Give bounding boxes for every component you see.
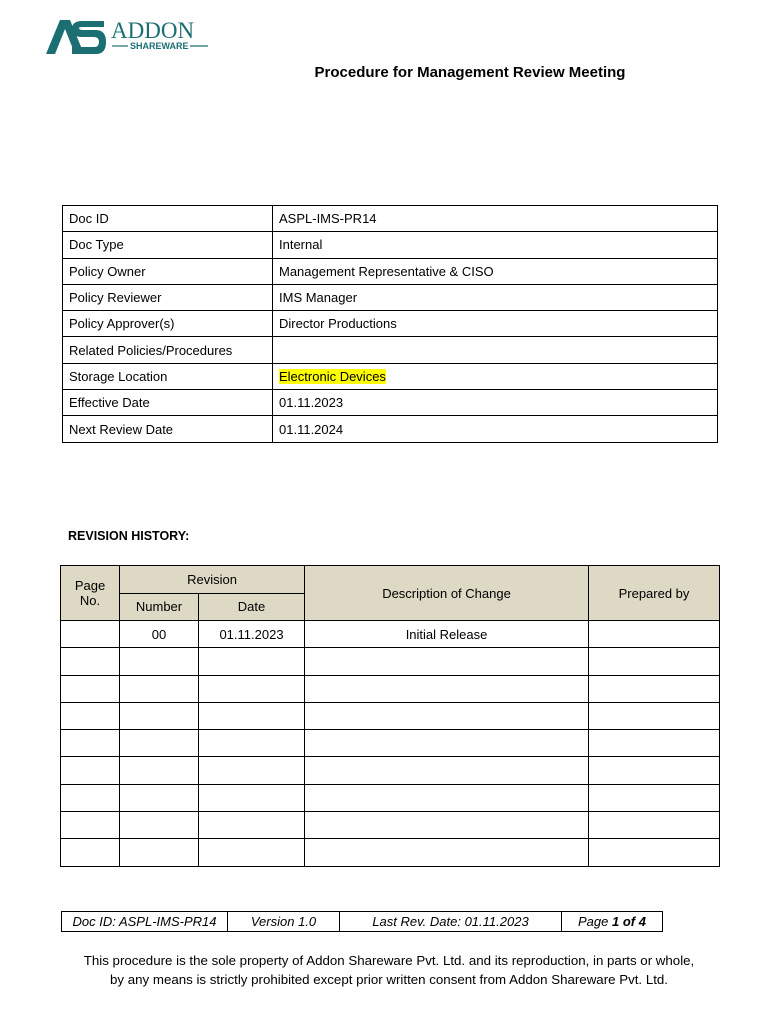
revision-row <box>61 839 720 866</box>
revision-cell-date: 01.11.2023 <box>199 621 305 648</box>
info-row <box>63 232 718 258</box>
revision-cell-description <box>305 702 589 729</box>
revision-cell-number <box>120 757 199 784</box>
info-row <box>63 363 718 389</box>
info-row <box>63 416 718 442</box>
revision-cell-page <box>61 702 120 729</box>
info-value: Management Representative & CISO <box>273 258 718 284</box>
info-row <box>63 390 718 416</box>
header-revision: Revision <box>120 566 305 594</box>
revision-cell-date <box>199 675 305 702</box>
revision-cell-number <box>120 839 199 866</box>
revision-cell-prepared-by <box>589 648 720 675</box>
revision-cell-number <box>120 702 199 729</box>
revision-cell-description <box>305 730 589 757</box>
info-value: ASPL-IMS-PR14 <box>273 206 718 232</box>
info-row <box>63 284 718 310</box>
revision-row <box>61 812 720 839</box>
revision-cell-page <box>61 839 120 866</box>
revision-history-heading: REVISION HISTORY: <box>68 529 190 543</box>
footer-info-table <box>61 911 663 932</box>
revision-cell-page <box>61 675 120 702</box>
info-value: Director Productions <box>273 311 718 337</box>
revision-history-table <box>60 565 720 867</box>
company-logo <box>46 16 211 56</box>
revision-cell-prepared-by <box>589 757 720 784</box>
revision-cell-prepared-by <box>589 812 720 839</box>
info-row <box>63 206 718 232</box>
info-value: IMS Manager <box>273 284 718 310</box>
footer-last-rev-date: Last Rev. Date: 01.11.2023 <box>340 912 562 932</box>
logo-brand-text: ADDON <box>111 18 195 43</box>
revision-cell-date <box>199 812 305 839</box>
document-title: Procedure for Management Review Meeting <box>314 64 626 81</box>
revision-cell-prepared-by <box>589 702 720 729</box>
revision-row <box>61 702 720 729</box>
info-row <box>63 258 718 284</box>
revision-cell-description <box>305 757 589 784</box>
revision-cell-page <box>61 757 120 784</box>
info-key: Policy Reviewer <box>63 284 273 310</box>
revision-cell-page <box>61 730 120 757</box>
property-disclaimer: This procedure is the sole property of Addon Shareware Pvt. Ltd. and its reproduction, in parts or whole, by any means is strictly prohibited except prior written consent from Addon Shareware Pvt. Ltd. <box>83 953 695 987</box>
header-date: Date <box>199 593 305 621</box>
revision-cell-number: 00 <box>120 621 199 648</box>
info-key: Storage Location <box>63 363 273 389</box>
revision-row <box>61 757 720 784</box>
info-row <box>63 311 718 337</box>
info-key: Related Policies/Procedures <box>63 337 273 363</box>
info-key: Effective Date <box>63 390 273 416</box>
header-description: Description of Change <box>305 566 589 621</box>
document-info-table <box>62 205 718 443</box>
revision-cell-number <box>120 730 199 757</box>
revision-cell-date <box>199 784 305 811</box>
revision-cell-page <box>61 621 120 648</box>
header-number: Number <box>120 593 199 621</box>
revision-row <box>61 730 720 757</box>
info-value <box>273 363 718 389</box>
revision-cell-date <box>199 648 305 675</box>
revision-cell-description <box>305 839 589 866</box>
info-key: Doc Type <box>63 232 273 258</box>
revision-cell-description <box>305 784 589 811</box>
info-key: Policy Approver(s) <box>63 311 273 337</box>
footer-page-number: Page 1 of 4 <box>562 912 663 932</box>
footer-doc-id: Doc ID: ASPL-IMS-PR14 <box>62 912 228 932</box>
info-value: Internal <box>273 232 718 258</box>
revision-cell-number <box>120 784 199 811</box>
revision-row <box>61 675 720 702</box>
revision-cell-prepared-by <box>589 784 720 811</box>
revision-cell-date <box>199 757 305 784</box>
info-row <box>63 337 718 363</box>
info-value: 01.11.2023 <box>273 390 718 416</box>
revision-cell-description <box>305 648 589 675</box>
revision-cell-number <box>120 812 199 839</box>
revision-cell-description: Initial Release <box>305 621 589 648</box>
revision-cell-prepared-by <box>589 839 720 866</box>
revision-cell-prepared-by <box>589 730 720 757</box>
revision-cell-number <box>120 648 199 675</box>
revision-cell-description <box>305 812 589 839</box>
revision-cell-description <box>305 675 589 702</box>
revision-cell-prepared-by <box>589 675 720 702</box>
info-value <box>273 337 718 363</box>
revision-row <box>61 621 720 648</box>
logo-sub-text: SHAREWARE <box>130 41 189 51</box>
info-key: Doc ID <box>63 206 273 232</box>
revision-cell-number <box>120 675 199 702</box>
header-page-no: Page No. <box>61 566 120 621</box>
revision-cell-date <box>199 702 305 729</box>
revision-row <box>61 784 720 811</box>
revision-row <box>61 648 720 675</box>
info-key: Next Review Date <box>63 416 273 442</box>
header-prepared-by: Prepared by <box>589 566 720 621</box>
highlighted-value: Electronic Devices <box>279 368 386 384</box>
footer-version: Version 1.0 <box>228 912 340 932</box>
revision-cell-page <box>61 784 120 811</box>
revision-cell-date <box>199 730 305 757</box>
info-value: 01.11.2024 <box>273 416 718 442</box>
revision-cell-prepared-by <box>589 621 720 648</box>
revision-cell-page <box>61 648 120 675</box>
info-key: Policy Owner <box>63 258 273 284</box>
revision-cell-page <box>61 812 120 839</box>
revision-cell-date <box>199 839 305 866</box>
